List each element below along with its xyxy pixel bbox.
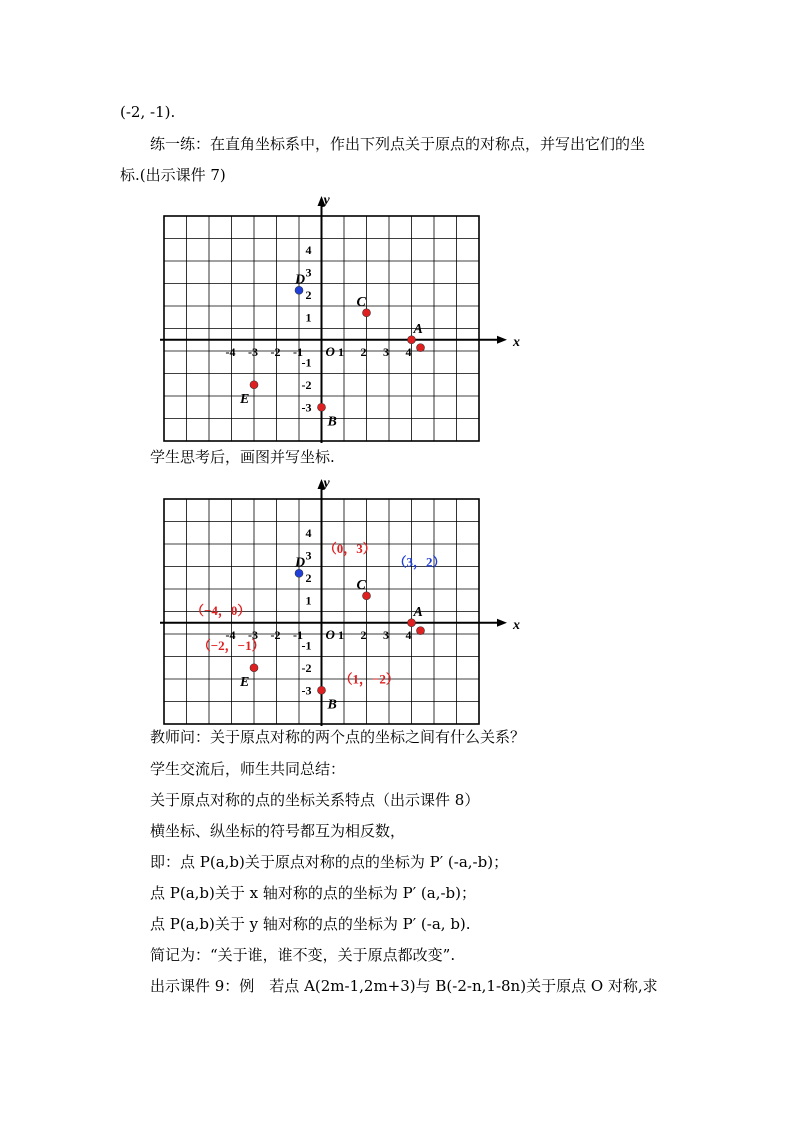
x-tick-label: 2 bbox=[360, 627, 367, 642]
x-tick-label: 4 bbox=[405, 627, 412, 642]
point-label: B bbox=[327, 697, 337, 713]
coordinate-annotation: （0，3） bbox=[323, 541, 376, 556]
x-tick-label: 4 bbox=[405, 344, 412, 359]
point-label: B bbox=[327, 414, 337, 430]
x-tick-label: -4 bbox=[225, 344, 236, 359]
text-line-4: 学生思考后，画图并写坐标. bbox=[150, 448, 335, 466]
point-label: E bbox=[240, 391, 250, 407]
text-line-3: 标.(出示课件 7) bbox=[120, 166, 226, 184]
origin-label: O bbox=[325, 343, 335, 359]
coordinate-annotation: （3，2） bbox=[393, 554, 446, 570]
y-tick-label: -2 bbox=[301, 660, 312, 675]
y-tick-label: -1 bbox=[301, 355, 312, 370]
text-line-2: 练一练：在直角坐标系中，作出下列点关于原点的对称点，并写出它们的坐 bbox=[150, 135, 646, 153]
point-marker bbox=[363, 592, 371, 600]
point-label: D bbox=[295, 272, 306, 288]
y-tick-label: 3 bbox=[305, 548, 312, 563]
x-tick-label: 3 bbox=[383, 627, 389, 642]
coordinate-annotation: （−2，−1） bbox=[197, 637, 265, 653]
point-marker bbox=[295, 286, 303, 294]
x-tick-label: 3 bbox=[383, 344, 389, 359]
text-line-1: (-2, -1). bbox=[120, 103, 176, 121]
point-marker bbox=[295, 569, 303, 577]
x-tick-label: -4 bbox=[225, 627, 236, 642]
text-line-13: 出示课件 9：例 若点 A(2m-1,2m+3)与 B(-2-n,1-8n)关于原点 O 对称,求 bbox=[150, 977, 658, 995]
text-line-8: 横坐标、纵坐标的符号都互为相反数， bbox=[150, 822, 406, 840]
y-tick-label: 2 bbox=[305, 570, 312, 585]
x-tick-label: -1 bbox=[293, 344, 303, 359]
text-line-5: 教师问：关于原点对称的两个点的坐标之间有什么关系？ bbox=[150, 728, 526, 746]
y-axis-label: y bbox=[323, 193, 330, 208]
x-axis-arrow bbox=[497, 619, 507, 627]
point-label: C bbox=[356, 577, 366, 593]
text-line-6: 学生交流后，师生共同总结： bbox=[150, 760, 346, 778]
coordinate-graph-problem bbox=[155, 192, 520, 437]
x-tick-label: -1 bbox=[293, 627, 303, 642]
x-axis-arrow bbox=[497, 336, 507, 344]
point-marker bbox=[363, 309, 371, 317]
x-tick-label: -2 bbox=[270, 344, 281, 359]
text-line-9: 即：点 P(a,b)关于原点对称的点的坐标为 P′ (-a,-b)； bbox=[150, 853, 509, 871]
x-tick-label: 1 bbox=[338, 627, 344, 642]
point-label: A bbox=[413, 604, 423, 620]
x-tick-label: -2 bbox=[270, 627, 281, 642]
y-tick-label: 1 bbox=[305, 310, 312, 325]
y-tick-label: 4 bbox=[305, 525, 312, 540]
coordinate-annotation: （1，−2） bbox=[339, 671, 399, 687]
point-marker bbox=[250, 664, 258, 672]
point-label: C bbox=[356, 294, 366, 310]
y-tick-label: 4 bbox=[305, 242, 312, 257]
x-tick-label: 1 bbox=[338, 344, 344, 359]
text-line-7: 关于原点对称的点的坐标关系特点（出示课件 8） bbox=[150, 791, 480, 809]
origin-label: O bbox=[325, 626, 335, 642]
point-label: A bbox=[413, 321, 423, 337]
x-tick-label: -3 bbox=[248, 344, 258, 359]
point-marker bbox=[408, 619, 416, 627]
text-line-10: 点 P(a,b)关于 x 轴对称的点的坐标为 P′ (a,-b)； bbox=[150, 884, 476, 902]
point-marker bbox=[250, 381, 258, 389]
x-axis-label: x bbox=[513, 334, 520, 350]
y-tick-label: -1 bbox=[301, 638, 312, 653]
point-marker bbox=[417, 344, 425, 352]
y-tick-label: 2 bbox=[305, 287, 312, 302]
y-tick-label: 1 bbox=[305, 593, 312, 608]
x-tick-label: -3 bbox=[248, 627, 258, 642]
point-marker bbox=[318, 686, 326, 694]
point-marker bbox=[318, 403, 326, 411]
text-line-12: 简记为：“关于谁，谁不变，关于原点都改变”. bbox=[150, 946, 456, 964]
coordinate-graph-answer bbox=[155, 475, 520, 715]
y-tick-label: -3 bbox=[301, 683, 312, 698]
point-label: E bbox=[240, 674, 250, 690]
y-tick-label: 3 bbox=[305, 265, 312, 280]
x-tick-label: 2 bbox=[360, 344, 367, 359]
point-label: D bbox=[295, 555, 306, 571]
y-tick-label: -2 bbox=[301, 377, 312, 392]
x-axis-label: x bbox=[513, 617, 520, 633]
y-axis-label: y bbox=[323, 476, 330, 491]
point-marker bbox=[417, 627, 425, 635]
point-marker bbox=[408, 336, 416, 344]
text-line-11: 点 P(a,b)关于 y 轴对称的点的坐标为 P′ (-a, b). bbox=[150, 915, 471, 933]
coordinate-annotation: （−4，0） bbox=[191, 602, 251, 618]
y-tick-label: -3 bbox=[301, 400, 312, 415]
